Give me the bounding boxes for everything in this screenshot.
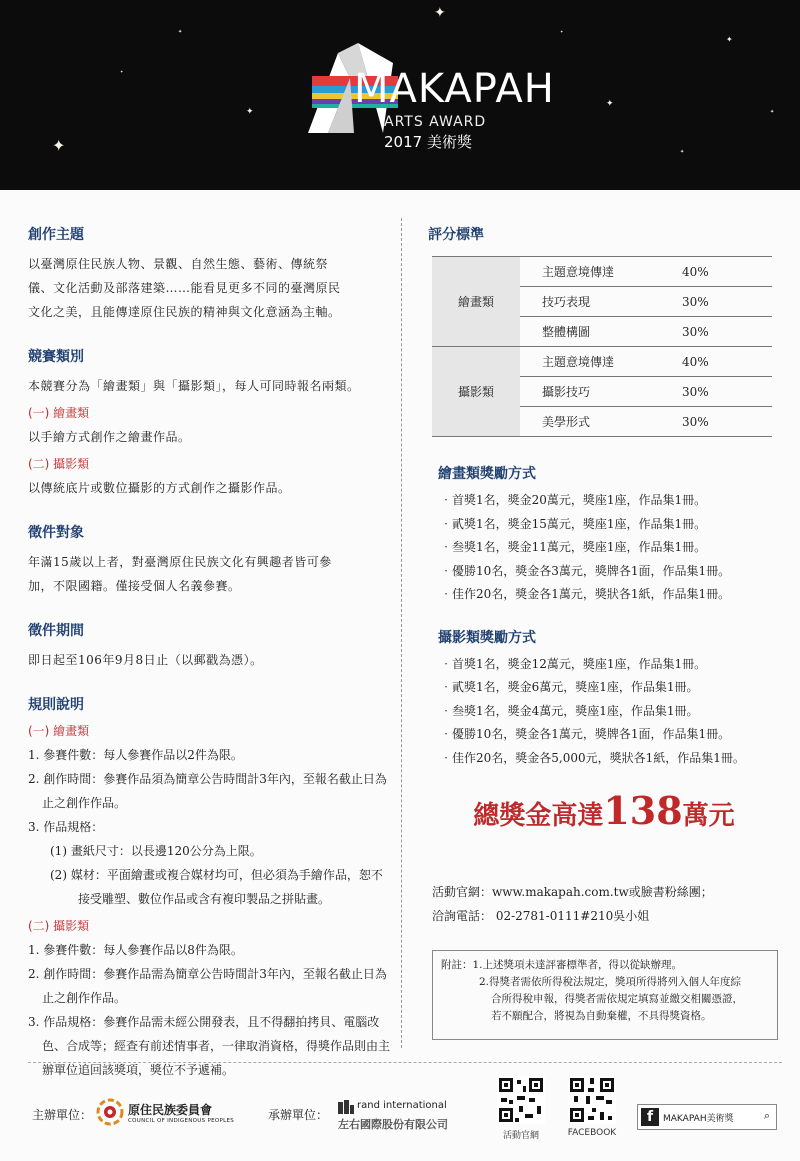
qr-caption: FACEBOOK bbox=[567, 1128, 617, 1138]
logo-year: 2017 美術獎 bbox=[384, 133, 472, 151]
qr-caption: 活動官網 bbox=[502, 1131, 539, 1141]
prize-item: ‧貳獎1名，獎金15萬元，獎座1座，作品集1冊。 bbox=[440, 516, 707, 531]
left-column bbox=[28, 224, 390, 1082]
prize-item: ‧叁獎1名，獎金11萬元，獎座1座，作品集1冊。 bbox=[440, 540, 707, 554]
rules-photo-label: (二) 攝影類 bbox=[28, 919, 90, 933]
prize-item: ‧首獎1名，獎金12萬元，獎座1座，作品集1冊。 bbox=[440, 656, 707, 671]
prize-item: ‧首獎1名，獎金20萬元，獎座1座，作品集1冊。 bbox=[440, 493, 707, 507]
executor-name-en: rand international bbox=[357, 1100, 447, 1111]
website-line: 活動官網：www.makapah.com.tw或臉書粉絲團； bbox=[432, 885, 713, 899]
score-item: 整體構圖 bbox=[520, 317, 682, 347]
category-intro: 本競賽分為「繪畫類」與「攝影類」，每人可同時報名兩類。 bbox=[28, 379, 360, 393]
notes-box bbox=[432, 950, 778, 1040]
organizer-name-en: COUNCIL OF INDIGENOUS PEOPLES bbox=[128, 1118, 235, 1124]
star-icon: ✦ bbox=[770, 109, 775, 115]
category-title: 競賽類別 bbox=[28, 349, 84, 365]
table-row bbox=[432, 257, 772, 287]
rule-item: 3. 作品規格：參賽作品需未經公開發表，且不得翻拍拷貝、電腦改色、合成等；經查有前述情事者，一律取消資格，得獎作品則由主辦單位追回該獎項，獎位不予遞補。 bbox=[28, 1015, 391, 1077]
scoring-table bbox=[432, 256, 772, 437]
prize-item: ‧優勝10名，獎金各1萬元，獎牌各1面，作品集1冊。 bbox=[440, 727, 731, 741]
star-icon: ✦ bbox=[606, 99, 614, 109]
note-text: 1.上述獎項未達評審標準者，得以從缺辦理。 bbox=[472, 959, 683, 971]
theme-line: 以臺灣原住民族人物、景觀、自然生態、藝術、傳統祭 bbox=[28, 257, 329, 271]
coip-logo-icon bbox=[96, 1098, 124, 1126]
eligibility-title: 徵件對象 bbox=[28, 525, 84, 541]
star-icon: ✦ bbox=[178, 29, 183, 35]
rand-logo-icon bbox=[338, 1100, 354, 1114]
total-prefix: 總獎金高達 bbox=[473, 801, 604, 831]
total-suffix: 萬元 bbox=[682, 801, 735, 831]
photo-category-desc: 以傳統底片或數位攝影的方式創作之攝影作品。 bbox=[28, 481, 291, 495]
qr-code-icon[interactable] bbox=[497, 1076, 545, 1124]
eligibility-line: 加，不限國籍。僅接受個人名義參賽。 bbox=[28, 579, 241, 593]
facebook-search-text: MAKAPAH美術獎 bbox=[663, 1114, 734, 1124]
note-text: 2.得獎者需依所得稅法規定，獎項所得將列入個人年度綜 bbox=[479, 976, 742, 988]
total-amount: 138 bbox=[603, 788, 683, 833]
period-text: 即日起至106年9月8日止（以郵戳為憑）。 bbox=[28, 653, 263, 667]
painting-category-label: (一) 繪畫類 bbox=[28, 406, 90, 420]
score-percent: 40% bbox=[682, 347, 772, 377]
column-divider bbox=[401, 218, 402, 1048]
qr-code-icon[interactable] bbox=[568, 1076, 616, 1124]
executor-label: 承辦單位： bbox=[268, 1108, 329, 1122]
score-item: 美學形式 bbox=[520, 407, 682, 437]
executor-name: 左右國際股份有限公司 bbox=[338, 1118, 448, 1131]
theme-line: 文化之美，且能傳達原住民族的精神與文化意涵為主軸。 bbox=[28, 305, 341, 319]
organizer-name: 原住民族委員會 bbox=[128, 1103, 213, 1117]
star-icon: ✦ bbox=[726, 35, 733, 44]
rule-item: 3. 作品規格： bbox=[28, 820, 104, 834]
score-item: 技巧表現 bbox=[520, 287, 682, 317]
score-percent: 30% bbox=[682, 407, 772, 437]
total-prize-banner bbox=[424, 788, 784, 833]
note-text: 合所得稅申報，得獎者需依規定填寫並繳交相關憑證， bbox=[491, 993, 743, 1005]
painting-prizes-title: 繪畫類獎勵方式 bbox=[438, 466, 536, 482]
organizer-label: 主辦單位： bbox=[32, 1108, 93, 1122]
notes-label: 附註： bbox=[441, 959, 473, 971]
star-icon: ✦ bbox=[560, 29, 564, 34]
makapah-logo bbox=[298, 38, 568, 158]
score-category: 攝影類 bbox=[432, 347, 520, 437]
score-percent: 30% bbox=[682, 287, 772, 317]
right-column bbox=[428, 224, 782, 770]
score-percent: 30% bbox=[682, 317, 772, 347]
theme-title: 創作主題 bbox=[28, 227, 84, 243]
prize-item: ‧叁獎1名，獎金4萬元，獎座1座，作品集1冊。 bbox=[440, 703, 699, 718]
score-item: 主題意境傳達 bbox=[520, 347, 682, 377]
rule-item: 2. 創作時間：參賽作品需為簡章公告時間計3年內，至報名截止日為止之創作作品。 bbox=[28, 967, 387, 1005]
rule-item: 2. 創作時間：參賽作品須為簡章公告時間計3年內，至報名截止日為止之創作作品。 bbox=[28, 772, 387, 810]
rule-subitem: (1) 畫紙尺寸：以長邊120公分為上限。 bbox=[50, 844, 262, 858]
period-title: 徵件期間 bbox=[28, 623, 84, 639]
prize-item: ‧佳作20名，獎金各1萬元，獎狀各1紙，作品集1冊。 bbox=[440, 587, 731, 601]
facebook-search-box[interactable] bbox=[637, 1104, 777, 1130]
score-percent: 30% bbox=[682, 377, 772, 407]
rule-item: 1. 參賽件數：每人參賽作品以8件為限。 bbox=[28, 943, 243, 957]
star-icon: ✦ bbox=[680, 149, 685, 155]
note-text: 若不願配合，將視為自動棄權，不具得獎資格。 bbox=[491, 1010, 712, 1022]
facebook-icon: f bbox=[641, 1108, 659, 1126]
table-row bbox=[432, 347, 772, 377]
footer-divider bbox=[28, 1062, 782, 1063]
score-item: 攝影技巧 bbox=[520, 377, 682, 407]
score-category: 繪畫類 bbox=[432, 257, 520, 347]
rule-subitem: (2) 媒材：平面繪畫或複合媒材均可，但必須為手繪作品，恕不接受雕塑、數位作品或含有複印製品之拼貼畫。 bbox=[50, 868, 383, 906]
star-icon: ✦ bbox=[434, 5, 446, 21]
photo-category-label: (二) 攝影類 bbox=[28, 457, 90, 471]
photo-prizes-title: 攝影類獎勵方式 bbox=[438, 629, 536, 646]
phone-line: 洽詢電話： 02-2781-0111#210吳小姐 bbox=[432, 909, 650, 923]
rule-item: 1. 參賽件數：每人參賽作品以2件為限。 bbox=[28, 748, 243, 762]
logo-subtitle: ARTS AWARD bbox=[384, 114, 487, 130]
note-item bbox=[441, 957, 769, 974]
eligibility-line: 年滿15歲以上者，對臺灣原住民族文化有興趣者皆可參 bbox=[28, 555, 332, 569]
prize-item: ‧貳獎1名，獎金6萬元，獎座1座，作品集1冊。 bbox=[440, 680, 699, 694]
painting-category-desc: 以手繪方式創作之繪畫作品。 bbox=[28, 430, 191, 444]
star-icon: ✦ bbox=[52, 136, 66, 155]
rules-title: 規則說明 bbox=[28, 697, 84, 713]
prize-item: ‧佳作20名，獎金各5,000元，獎狀各1紙，作品集1冊。 bbox=[440, 750, 745, 765]
contact-info bbox=[432, 880, 713, 928]
star-icon: ✦ bbox=[246, 107, 254, 117]
star-icon: ✦ bbox=[120, 69, 124, 74]
header-banner bbox=[0, 0, 800, 190]
rules-painting-label: (一) 繪畫類 bbox=[28, 724, 90, 738]
score-percent: 40% bbox=[682, 257, 772, 287]
scoring-title: 評分標準 bbox=[428, 227, 484, 243]
search-icon: ⌕ bbox=[763, 1109, 770, 1122]
theme-line: 儀、文化活動及部落建築……能看見更多不同的臺灣原民 bbox=[28, 281, 341, 295]
prize-item: ‧優勝10名，獎金各3萬元，獎牌各1面，作品集1冊。 bbox=[440, 563, 731, 578]
score-item: 主題意境傳達 bbox=[520, 257, 682, 287]
logo-wordmark: MAKAPAH bbox=[354, 66, 555, 112]
